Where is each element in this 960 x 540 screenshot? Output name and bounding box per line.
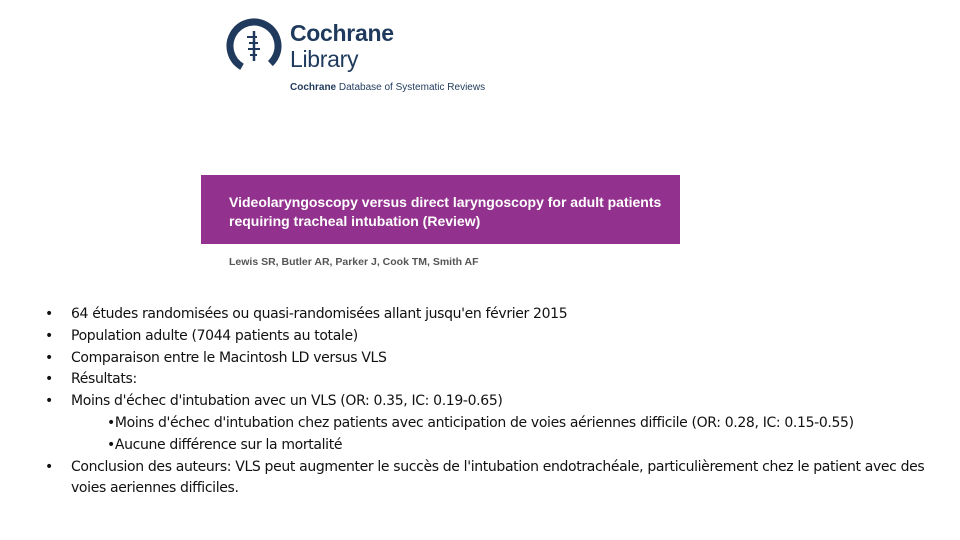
bullet-icon: • (45, 393, 53, 410)
bullet-icon: • (45, 327, 53, 344)
logo-wordmark-cochrane: Cochrane (290, 20, 394, 46)
bullet-list (45, 304, 945, 500)
list-item-text: Conclusion des auteurs: VLS peut augmenter le succès de l'intubation endotrachéale, particulièrement chez le patient avec des voies aeriennes difficiles. (71, 458, 925, 497)
logo-subtitle (290, 82, 485, 93)
list-item (45, 391, 945, 413)
sub-list-item: •Aucune différence sur la mortalité (107, 436, 343, 453)
list-item (45, 457, 945, 501)
bullet-icon: • (45, 458, 53, 475)
logo-subtitle-bold: Cochrane (290, 82, 337, 93)
review-title-banner (201, 175, 680, 244)
list-item-text: Moins d'échec d'intubation avec un VLS (OR: 0.35, IC: 0.19-0.65) (71, 393, 503, 410)
list-item-text: Population adulte (7044 patients au totale) (71, 327, 358, 344)
list-item (45, 369, 945, 391)
list-item (45, 326, 945, 348)
bullet-icon: • (45, 371, 53, 388)
list-item-text: Résultats: (71, 371, 137, 388)
logo-subtitle-rest: Database of Systematic Reviews (336, 82, 486, 93)
list-item-text: 64 études randomisées ou quasi-randomisées allant jusqu'en février 2015 (71, 306, 568, 322)
list-item (45, 348, 945, 370)
review-authors: Lewis SR, Butler AR, Parker J, Cook TM, Smith AF (229, 256, 479, 268)
bullet-icon: • (45, 306, 53, 322)
list-item-text: Comparaison entre le Macintosh LD versus VLS (71, 349, 387, 366)
logo-wordmark-library: Library (290, 46, 359, 72)
cochrane-logo-icon (226, 16, 282, 76)
cochrane-library-logo (226, 16, 496, 96)
list-item (45, 304, 945, 326)
review-title: Videolaryngoscopy versus direct laryngoscopy for adult patients requiring tracheal intubation (Review) (229, 194, 662, 229)
bullet-icon: • (45, 349, 53, 366)
sub-list-item: •Moins d'échec d'intubation chez patients avec anticipation de voies aériennes difficile (OR: 0.28, IC: 0.15-0.55) (107, 414, 854, 431)
